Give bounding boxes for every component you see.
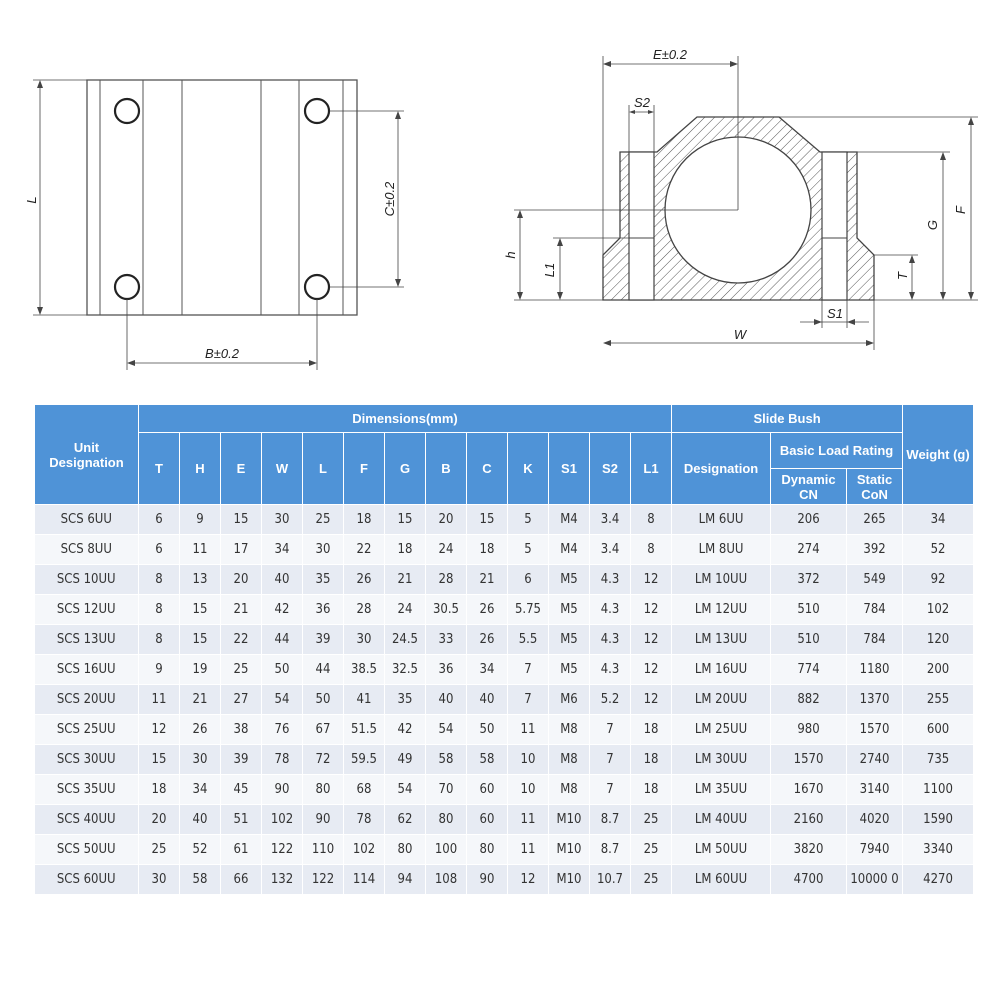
table-cell: 3.4	[590, 505, 631, 535]
table-cell: 60	[467, 775, 508, 805]
table-cell: 6	[139, 505, 180, 535]
table-cell: LM 10UU	[672, 565, 771, 595]
table-cell: 22	[221, 625, 262, 655]
table-cell: 39	[303, 625, 344, 655]
table-cell: 735	[903, 745, 974, 775]
table-cell: 25	[631, 835, 672, 865]
dim-label-C: C±0.2	[382, 181, 397, 217]
table-cell: 206	[771, 505, 847, 535]
table-cell: LM 16UU	[672, 655, 771, 685]
table-cell: 18	[467, 535, 508, 565]
col-header: C	[467, 433, 508, 505]
table-cell: 90	[467, 865, 508, 895]
dim-label-L1: L1	[542, 262, 557, 278]
table-cell: 68	[344, 775, 385, 805]
table-cell: 4.3	[590, 595, 631, 625]
table-cell: 19	[180, 655, 221, 685]
col-header: B	[426, 433, 467, 505]
col-header: F	[344, 433, 385, 505]
dim-label-G: G	[925, 219, 940, 231]
table-cell: 38	[221, 715, 262, 745]
table-cell: 70	[426, 775, 467, 805]
table-cell: 7	[508, 685, 549, 715]
table-cell: 26	[344, 565, 385, 595]
table-cell: 36	[426, 655, 467, 685]
table-cell: 549	[847, 565, 903, 595]
table-row	[35, 595, 974, 625]
table-cell: M5	[549, 655, 590, 685]
table-cell: LM 6UU	[672, 505, 771, 535]
table-cell: 66	[221, 865, 262, 895]
table-cell: 15	[385, 505, 426, 535]
table-cell: LM 8UU	[672, 535, 771, 565]
table-cell: 21	[467, 565, 508, 595]
table-cell: 35	[303, 565, 344, 595]
col-header: H	[180, 433, 221, 505]
table-cell: 372	[771, 565, 847, 595]
table-cell: 30.5	[426, 595, 467, 625]
dim-label-h: h	[503, 251, 518, 259]
table-cell: 10	[508, 745, 549, 775]
table-cell: LM 20UU	[672, 685, 771, 715]
table-cell: 52	[180, 835, 221, 865]
table-cell: 15	[467, 505, 508, 535]
table-cell: M5	[549, 565, 590, 595]
table-cell: 25	[631, 805, 672, 835]
header-static: Static CoN	[847, 469, 903, 505]
table-cell: 44	[303, 655, 344, 685]
table-cell: 1590	[903, 805, 974, 835]
table-cell: 18	[631, 745, 672, 775]
table-cell: 4270	[903, 865, 974, 895]
table-cell: 5.75	[508, 595, 549, 625]
table-cell: 18	[631, 775, 672, 805]
table-cell: LM 35UU	[672, 775, 771, 805]
table-cell: 94	[385, 865, 426, 895]
table-cell: 25	[221, 655, 262, 685]
header-unit-designation: Unit Designation	[35, 405, 139, 505]
table-cell: 60	[467, 805, 508, 835]
table-cell: SCS 13UU	[35, 625, 139, 655]
table-cell: 122	[262, 835, 303, 865]
table-cell: 54	[426, 715, 467, 745]
col-header: G	[385, 433, 426, 505]
table-cell: M5	[549, 625, 590, 655]
table-cell: 28	[344, 595, 385, 625]
table-cell: 600	[903, 715, 974, 745]
table-cell: 51	[221, 805, 262, 835]
table-cell: 17	[221, 535, 262, 565]
table-cell: M8	[549, 715, 590, 745]
table-cell: 10.7	[590, 865, 631, 895]
table-cell: 21	[385, 565, 426, 595]
table-cell: SCS 16UU	[35, 655, 139, 685]
table-cell: 120	[903, 625, 974, 655]
table-cell: 78	[344, 805, 385, 835]
table-cell: 24	[426, 535, 467, 565]
table-cell: 78	[262, 745, 303, 775]
table-row	[35, 505, 974, 535]
table-cell: 15	[139, 745, 180, 775]
table-cell: 3140	[847, 775, 903, 805]
table-cell: 20	[139, 805, 180, 835]
table-cell: M4	[549, 535, 590, 565]
header-basic-load-rating: Basic Load Rating	[771, 433, 903, 469]
table-cell: 15	[221, 505, 262, 535]
table-cell: 54	[385, 775, 426, 805]
header-weight: Weight (g)	[903, 405, 974, 505]
table-cell: 6	[139, 535, 180, 565]
table-cell: 1100	[903, 775, 974, 805]
table-cell: 38.5	[344, 655, 385, 685]
table-cell: 51.5	[344, 715, 385, 745]
table-row	[35, 775, 974, 805]
table-cell: 3820	[771, 835, 847, 865]
table-cell: 11	[180, 535, 221, 565]
table-cell: 22	[344, 535, 385, 565]
table-cell: LM 25UU	[672, 715, 771, 745]
table-cell: 80	[303, 775, 344, 805]
table-cell: 52	[903, 535, 974, 565]
table-cell: 28	[426, 565, 467, 595]
table-cell: 90	[262, 775, 303, 805]
table-cell: 80	[426, 805, 467, 835]
table-row	[35, 685, 974, 715]
table-cell: 2160	[771, 805, 847, 835]
table-cell: 15	[180, 625, 221, 655]
dim-label-W: W	[733, 327, 747, 342]
table-cell: 102	[903, 595, 974, 625]
table-cell: 80	[385, 835, 426, 865]
table-cell: 72	[303, 745, 344, 775]
col-header: E	[221, 433, 262, 505]
table-cell: 1670	[771, 775, 847, 805]
table-cell: 40	[467, 685, 508, 715]
table-cell: 25	[139, 835, 180, 865]
table-cell: 12	[631, 685, 672, 715]
table-cell: 8.7	[590, 835, 631, 865]
table-cell: 8	[631, 535, 672, 565]
table-cell: 58	[180, 865, 221, 895]
table-cell: 36	[303, 595, 344, 625]
slot-right	[822, 152, 847, 300]
table-cell: 13	[180, 565, 221, 595]
table-cell: 784	[847, 595, 903, 625]
table-cell: LM 12UU	[672, 595, 771, 625]
table-cell: 114	[344, 865, 385, 895]
technical-drawings	[0, 0, 1000, 395]
table-cell: LM 50UU	[672, 835, 771, 865]
table-cell: 11	[139, 685, 180, 715]
table-cell: 30	[303, 535, 344, 565]
table-cell: 4.3	[590, 655, 631, 685]
table-cell: M4	[549, 505, 590, 535]
table-cell: 92	[903, 565, 974, 595]
col-header: S1	[549, 433, 590, 505]
table-cell: 58	[426, 745, 467, 775]
table-cell: 26	[180, 715, 221, 745]
table-cell: 20	[426, 505, 467, 535]
table-cell: 18	[385, 535, 426, 565]
table-cell: 5	[508, 535, 549, 565]
table-cell: 200	[903, 655, 974, 685]
dim-label-B: B±0.2	[205, 346, 239, 361]
table-cell: 61	[221, 835, 262, 865]
table-cell: 784	[847, 625, 903, 655]
table-cell: 90	[303, 805, 344, 835]
table-cell: 21	[180, 685, 221, 715]
dim-label-L: L	[24, 196, 39, 204]
table-cell: 30	[262, 505, 303, 535]
table-cell: 12	[631, 595, 672, 625]
table-cell: SCS 20UU	[35, 685, 139, 715]
table-cell: 5.2	[590, 685, 631, 715]
table-cell: 255	[903, 685, 974, 715]
header-designation: Designation	[672, 433, 771, 505]
table-cell: 102	[344, 835, 385, 865]
table-cell: 40	[262, 565, 303, 595]
table-cell: M10	[549, 805, 590, 835]
table-cell: 3.4	[590, 535, 631, 565]
table-cell: 30	[180, 745, 221, 775]
table-cell: 7	[508, 655, 549, 685]
table-cell: 27	[221, 685, 262, 715]
table-cell: 41	[344, 685, 385, 715]
table-cell: 980	[771, 715, 847, 745]
table-cell: 50	[303, 685, 344, 715]
table-row	[35, 865, 974, 895]
table-cell: 30	[139, 865, 180, 895]
table-cell: 76	[262, 715, 303, 745]
table-cell: 5.5	[508, 625, 549, 655]
table-cell: 32.5	[385, 655, 426, 685]
table-cell: 18	[631, 715, 672, 745]
table-cell: M8	[549, 745, 590, 775]
table-cell: 33	[426, 625, 467, 655]
table-cell: 9	[180, 505, 221, 535]
table-cell: LM 30UU	[672, 745, 771, 775]
col-header: W	[262, 433, 303, 505]
table-cell: 4.3	[590, 625, 631, 655]
table-cell: 7940	[847, 835, 903, 865]
table-cell: 882	[771, 685, 847, 715]
header-dimensions: Dimensions(mm)	[139, 405, 672, 433]
header-dynamic: Dynamic CN	[771, 469, 847, 505]
dim-label-S2: S2	[634, 95, 650, 110]
table-cell: 774	[771, 655, 847, 685]
table-cell: 67	[303, 715, 344, 745]
mounting-hole	[115, 275, 139, 299]
table-cell: 49	[385, 745, 426, 775]
table-cell: SCS 60UU	[35, 865, 139, 895]
table-cell: M5	[549, 595, 590, 625]
table-cell: 30	[344, 625, 385, 655]
table-cell: 4700	[771, 865, 847, 895]
table-cell: 8	[139, 625, 180, 655]
table-cell: 12	[631, 655, 672, 685]
table-cell: 50	[262, 655, 303, 685]
table-row	[35, 655, 974, 685]
table-cell: 39	[221, 745, 262, 775]
table-cell: 44	[262, 625, 303, 655]
table-cell: 510	[771, 625, 847, 655]
table-cell: 35	[385, 685, 426, 715]
table-cell: 7	[590, 775, 631, 805]
table-cell: 18	[344, 505, 385, 535]
table-cell: 8	[139, 565, 180, 595]
table-cell: M8	[549, 775, 590, 805]
table-cell: 54	[262, 685, 303, 715]
table-cell: 100	[426, 835, 467, 865]
table-cell: LM 60UU	[672, 865, 771, 895]
table-cell: 10000 0	[847, 865, 903, 895]
table-cell: 20	[221, 565, 262, 595]
table-cell: 6	[508, 565, 549, 595]
table-row	[35, 625, 974, 655]
table-cell: 265	[847, 505, 903, 535]
table-cell: 10	[508, 775, 549, 805]
table-cell: 12	[631, 565, 672, 595]
table-cell: LM 40UU	[672, 805, 771, 835]
table-cell: LM 13UU	[672, 625, 771, 655]
table-cell: 59.5	[344, 745, 385, 775]
table-cell: 274	[771, 535, 847, 565]
table-cell: 9	[139, 655, 180, 685]
table-cell: 34	[180, 775, 221, 805]
col-header: K	[508, 433, 549, 505]
table-cell: 7	[590, 745, 631, 775]
specification-table	[34, 404, 974, 895]
table-cell: SCS 35UU	[35, 775, 139, 805]
table-cell: 80	[467, 835, 508, 865]
table-cell: SCS 30UU	[35, 745, 139, 775]
table-cell: 34	[262, 535, 303, 565]
table-cell: 1180	[847, 655, 903, 685]
table-cell: 24	[385, 595, 426, 625]
table-cell: 40	[426, 685, 467, 715]
table-cell: 42	[262, 595, 303, 625]
table-cell: SCS 6UU	[35, 505, 139, 535]
table-cell: 12	[631, 625, 672, 655]
table-cell: 108	[426, 865, 467, 895]
table-cell: 8	[631, 505, 672, 535]
table-cell: 15	[180, 595, 221, 625]
table-cell: SCS 12UU	[35, 595, 139, 625]
table-cell: 34	[467, 655, 508, 685]
front-view-drawing	[24, 80, 404, 370]
table-cell: 1370	[847, 685, 903, 715]
table-cell: 102	[262, 805, 303, 835]
table-cell: 18	[139, 775, 180, 805]
table-cell: 40	[180, 805, 221, 835]
col-header: L	[303, 433, 344, 505]
table-cell: SCS 8UU	[35, 535, 139, 565]
table-cell: SCS 40UU	[35, 805, 139, 835]
mounting-hole	[305, 275, 329, 299]
table-cell: 26	[467, 625, 508, 655]
table-cell: 392	[847, 535, 903, 565]
table-row	[35, 535, 974, 565]
table-row	[35, 565, 974, 595]
table-body	[35, 505, 974, 895]
mounting-hole	[305, 99, 329, 123]
table-cell: 62	[385, 805, 426, 835]
table-cell: 122	[303, 865, 344, 895]
table-cell: 11	[508, 805, 549, 835]
table-cell: M6	[549, 685, 590, 715]
table-cell: 510	[771, 595, 847, 625]
table-cell: 11	[508, 715, 549, 745]
table-cell: 132	[262, 865, 303, 895]
table-cell: 45	[221, 775, 262, 805]
col-header: L1	[631, 433, 672, 505]
table-row	[35, 805, 974, 835]
table-cell: 8.7	[590, 805, 631, 835]
dim-label-T: T	[895, 272, 910, 280]
table-cell: 1570	[771, 745, 847, 775]
table-cell: M10	[549, 835, 590, 865]
table-cell: 11	[508, 835, 549, 865]
dim-label-F: F	[953, 206, 968, 214]
table-cell: 12	[508, 865, 549, 895]
table-cell: 8	[139, 595, 180, 625]
table-cell: 12	[139, 715, 180, 745]
table-cell: 2740	[847, 745, 903, 775]
table-cell: SCS 50UU	[35, 835, 139, 865]
table-cell: SCS 25UU	[35, 715, 139, 745]
table-cell: 25	[303, 505, 344, 535]
col-header: T	[139, 433, 180, 505]
header-slide-bush: Slide Bush	[672, 405, 903, 433]
table-cell: 5	[508, 505, 549, 535]
table-cell: 21	[221, 595, 262, 625]
table-cell: 26	[467, 595, 508, 625]
dim-label-E: E±0.2	[653, 47, 687, 62]
dim-label-S1: S1	[827, 306, 843, 321]
side-view-drawing	[503, 47, 978, 350]
table-row	[35, 745, 974, 775]
table-cell: 7	[590, 715, 631, 745]
table-cell: SCS 10UU	[35, 565, 139, 595]
table-cell: 4.3	[590, 565, 631, 595]
table-cell: 3340	[903, 835, 974, 865]
mounting-hole	[115, 99, 139, 123]
table-cell: 34	[903, 505, 974, 535]
table-row	[35, 835, 974, 865]
table-cell: 58	[467, 745, 508, 775]
table-cell: 42	[385, 715, 426, 745]
table-cell: 1570	[847, 715, 903, 745]
table-row	[35, 715, 974, 745]
table-cell: 24.5	[385, 625, 426, 655]
table-cell: 25	[631, 865, 672, 895]
slot-left	[629, 152, 654, 300]
col-header: S2	[590, 433, 631, 505]
table-cell: M10	[549, 865, 590, 895]
table-cell: 50	[467, 715, 508, 745]
table-cell: 110	[303, 835, 344, 865]
table-cell: 4020	[847, 805, 903, 835]
